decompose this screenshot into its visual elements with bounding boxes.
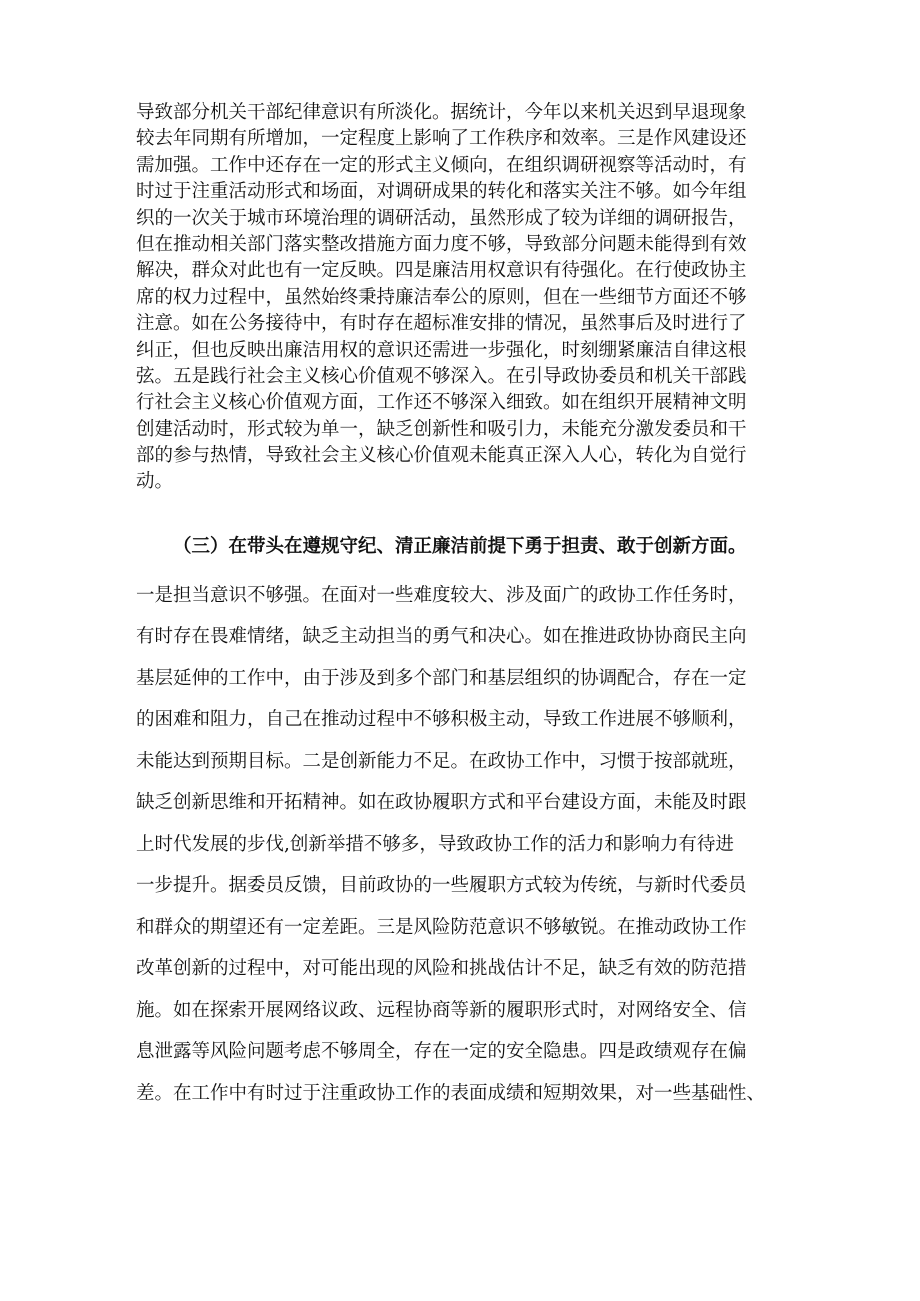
paragraph-2 [136, 575, 791, 1115]
text-line: 纠正，但也反映出廉洁用权的意识还需进一步强化，时刻绷紧廉洁自律这根 [136, 339, 747, 361]
text-line: 动。 [136, 471, 174, 493]
text-line: 缺乏创新思维和开拓精神。如在政协履职方式和平台建设方面，未能及时跟 [136, 792, 747, 814]
text-line: 需加强。工作中还存在一定的形式主义倾向，在组织调研视察等活动时，有 [136, 154, 747, 176]
text-line: 创建活动时，形式较为单一，缺乏创新性和吸引力，未能充分激发委员和干 [136, 418, 747, 440]
text-line: 部的参与热情，导致社会主义核心价值观未能真正深入人心，转化为自觉行 [136, 445, 747, 467]
text-line: 一是担当意识不够强。在面对一些难度较大、涉及面广的政协工作任务时， [136, 584, 747, 606]
text-line: 但在推动相关部门落实整改措施方面力度不够，导致部分问题未能得到有效 [136, 233, 747, 255]
text-line: 未能达到预期目标。二是创新能力不足。在政协工作中，习惯于按部就班， [136, 750, 747, 772]
document-page [136, 100, 791, 1114]
text-line: 上时代发展的步伐,创新举措不够多，导致政协工作的活力和影响力有待进 [136, 833, 734, 855]
text-line: 席的权力过程中，虽然始终秉持廉洁奉公的原则，但在一些细节方面还不够 [136, 286, 747, 308]
text-line: 时过于注重活动形式和场面，对调研成果的转化和落实关注不够。如今年组 [136, 181, 747, 203]
text-line: 的困难和阻力，自己在推动过程中不够积极主动，导致工作进展不够顺利， [136, 709, 747, 731]
text-line: 行社会主义核心价值观方面，工作还不够深入细致。如在组织开展精神文明 [136, 392, 747, 414]
text-line: 有时存在畏难情绪，缺乏主动担当的勇气和决心。如在推进政协协商民主向 [136, 626, 747, 648]
text-line: 基层延伸的工作中，由于涉及到多个部门和基层组织的协调配合，存在一定 [136, 667, 747, 689]
text-line: 施。如在探索开展网络议政、远程协商等新的履职形式时，对网络安全、信 [136, 999, 747, 1021]
paragraph-1 [136, 100, 791, 496]
text-line: 解决，群众对此也有一定反映。四是廉洁用权意识有待强化。在行使政协主 [136, 260, 747, 282]
text-line: 息泄露等风险问题考虑不够周全，存在一定的安全隐患。四是政绩观存在偏 [136, 1041, 747, 1063]
text-line: 导致部分机关干部纪律意识有所淡化。据统计，今年以来机关迟到早退现象 [136, 102, 747, 123]
text-line: 弦。五是践行社会主义核心价值观不够深入。在引导政协委员和机关干部践 [136, 365, 747, 387]
text-line: 差。在工作中有时过于注重政协工作的表面成绩和短期效果，对一些基础性、 [136, 1082, 766, 1104]
section-heading: （三）在带头在遵规守纪、清正廉洁前提下勇于担责、敢于创新方面。 [173, 535, 747, 557]
text-line: 注意。如在公务接待中，有时存在超标准安排的情况，虽然事后及时进行了 [136, 313, 747, 335]
text-line: 改革创新的过程中，对可能出现的风险和挑战估计不足，缺乏有效的防范措 [136, 958, 747, 980]
text-line: 一步提升。据委员反馈，目前政协的一些履职方式较为传统，与新时代委员 [136, 875, 747, 897]
text-line: 较去年同期有所增加，一定程度上影响了工作秩序和效率。三是作风建设还 [136, 128, 747, 150]
text-line: 织的一次关于城市环境治理的调研活动，虽然形成了较为详细的调研报告， [136, 207, 747, 229]
text-line: 和群众的期望还有一定差距。三是风险防范意识不够敏锐。在推动政协工作 [136, 916, 747, 938]
